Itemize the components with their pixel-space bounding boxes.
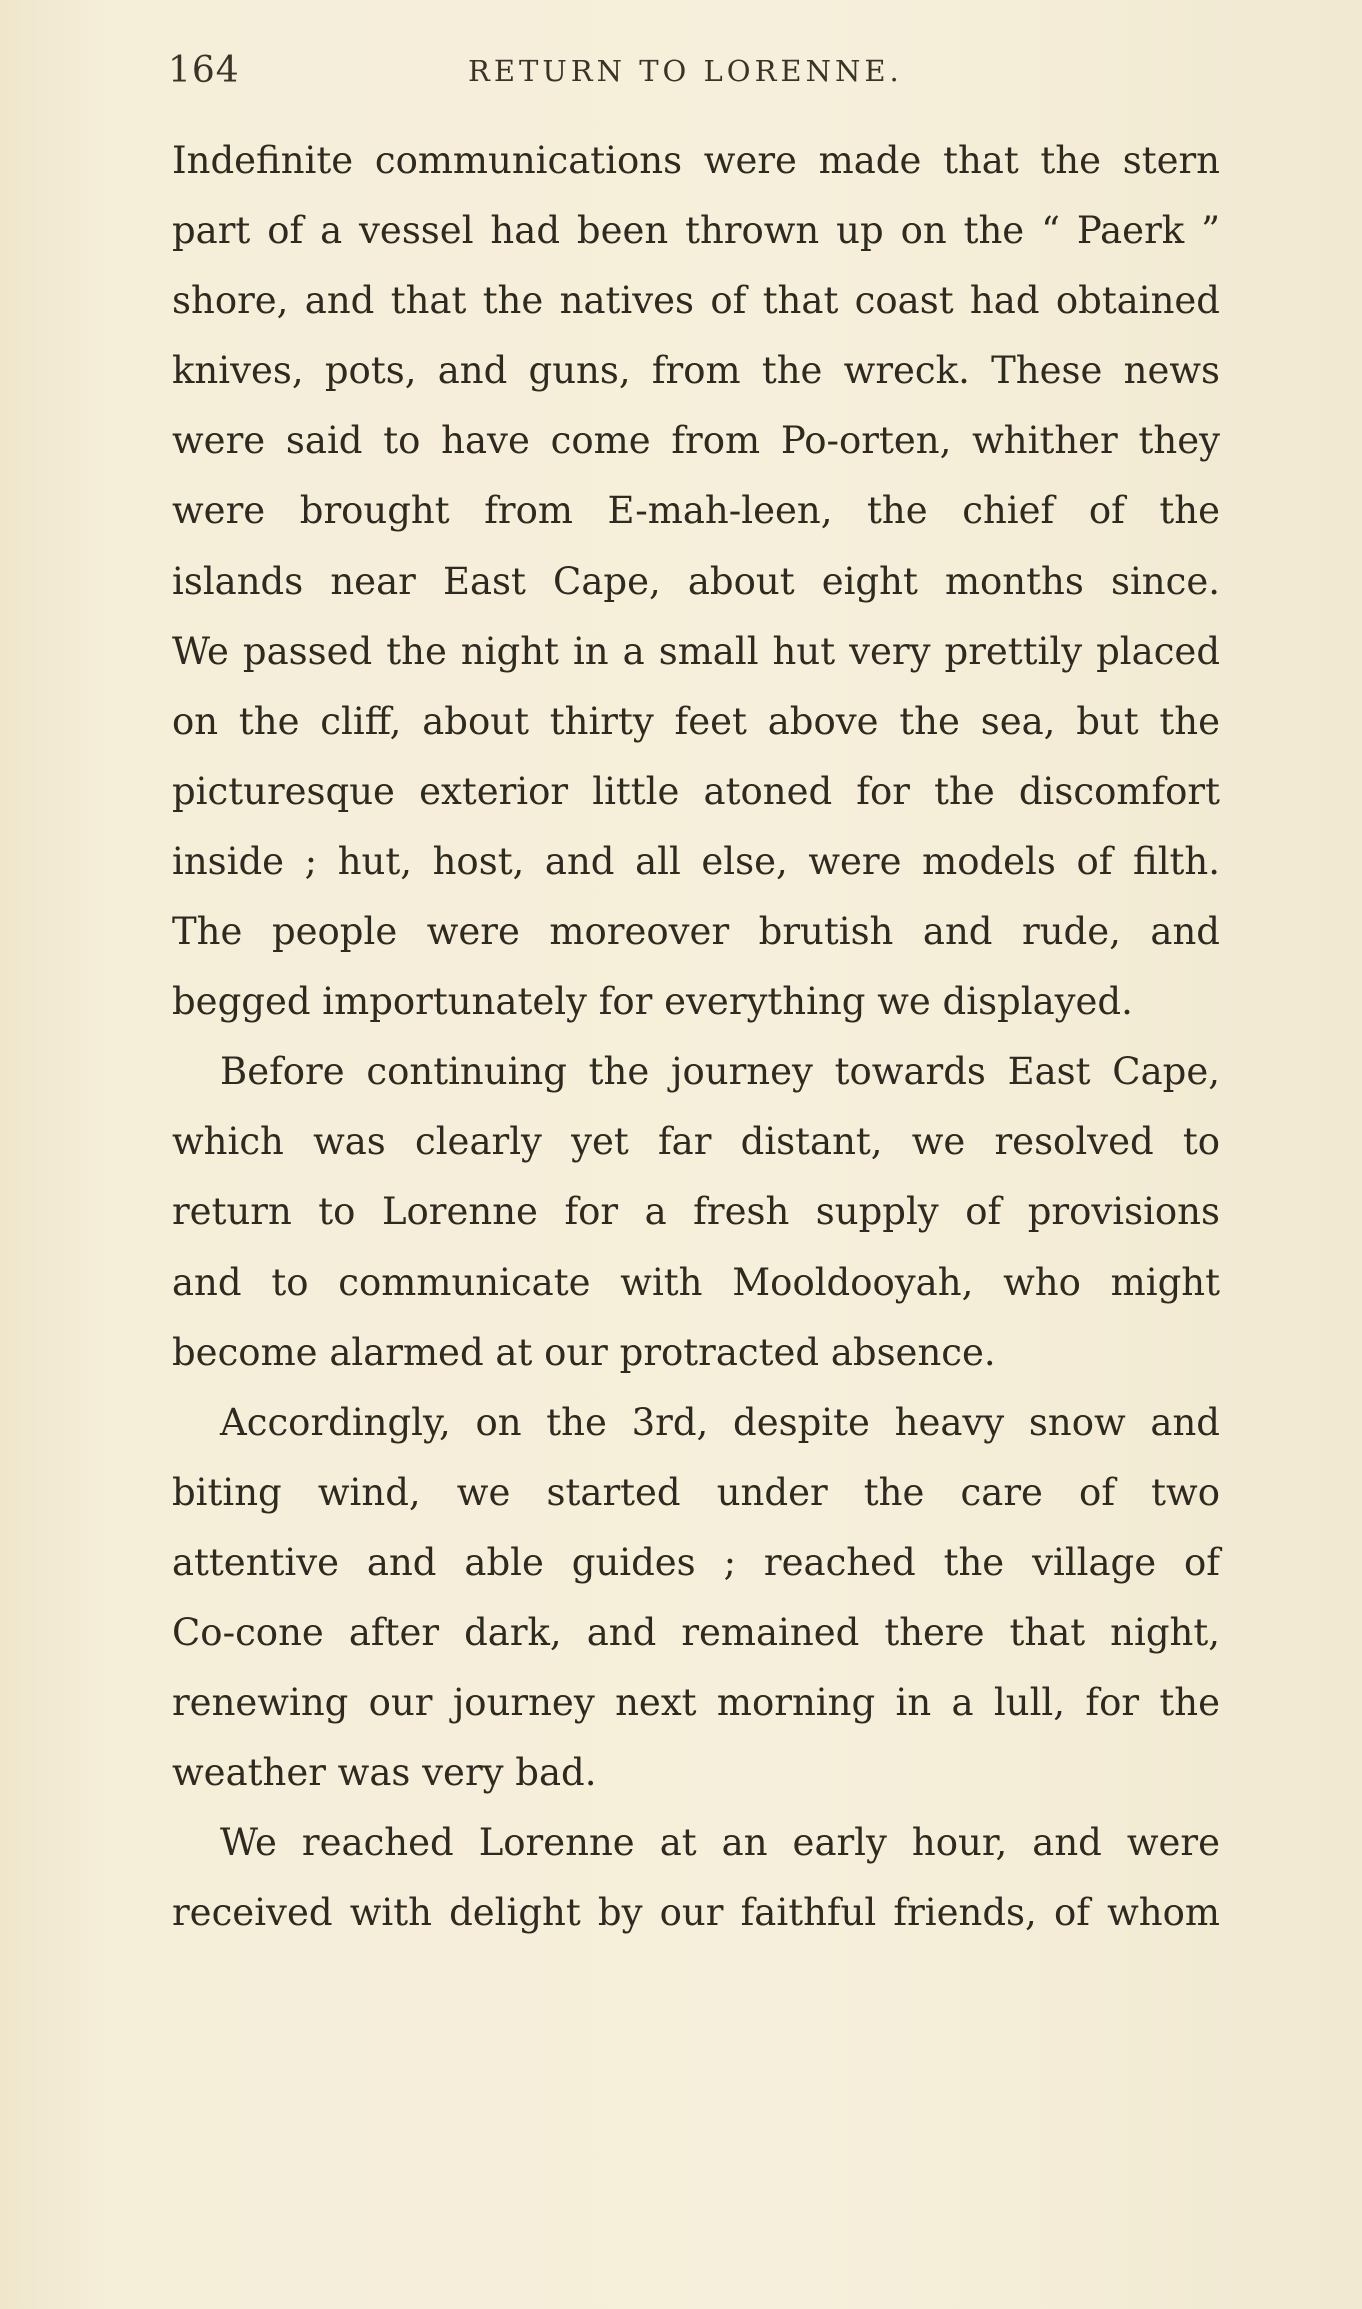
text-line: islands near East Cape, about eight months since.	[172, 559, 1220, 603]
text-line: on the cliff, about thirty feet above the sea, but the	[172, 699, 1220, 743]
text-line: biting wind, we started under the care of two	[172, 1470, 1220, 1514]
text-line: Indefinite communications were made that the stern	[172, 139, 1220, 182]
text-line: Accordingly, on the 3rd, despite heavy snow and	[220, 1400, 1220, 1444]
text-line: were brought from E-mah-leen, the chief of the	[172, 489, 1220, 533]
text-line: knives, pots, and guns, from the wreck. These news	[172, 349, 1220, 393]
text-line: picturesque exterior little atoned for the discomfort	[172, 769, 1220, 813]
running-title: RETURN TO LORENNE.	[468, 54, 903, 88]
paragraph	[172, 1037, 1220, 1387]
text-line: part of a vessel had been thrown up on the “ Paerk ”	[172, 209, 1220, 253]
text-line: attentive and able guides ; reached the village of	[172, 1540, 1220, 1584]
text-line: renewing our journey next morning in a lull, for the	[172, 1681, 1220, 1725]
page-number: 164	[168, 50, 240, 91]
body-text	[172, 126, 1220, 1948]
paragraph	[172, 1808, 1220, 1948]
paragraph	[172, 1388, 1220, 1809]
text-line: Co-cone after dark, and remained there that night,	[172, 1610, 1220, 1654]
text-line: weather was very bad.	[172, 1751, 597, 1795]
text-line: received with delight by our faithful friends, of whom	[172, 1891, 1220, 1935]
page-header	[168, 50, 1218, 110]
text-line: shore, and that the natives of that coast had obtained	[172, 279, 1220, 323]
text-line: We reached Lorenne at an early hour, and were	[220, 1821, 1220, 1865]
text-line: return to Lorenne for a fresh supply of provisions	[172, 1190, 1220, 1234]
paragraph	[172, 126, 1220, 1037]
text-line: inside ; hut, host, and all else, were models of filth.	[172, 839, 1220, 883]
text-line: We passed the night in a small hut very prettily placed	[172, 629, 1220, 673]
text-line: The people were moreover brutish and rude, and	[172, 910, 1220, 954]
text-line: Before continuing the journey towards East Cape,	[220, 1050, 1220, 1094]
text-line: which was clearly yet far distant, we resolved to	[172, 1120, 1220, 1164]
text-line: begged importunately for everything we displayed.	[172, 980, 1133, 1024]
text-line: were said to have come from Po-orten, whither they	[172, 419, 1220, 463]
text-line: become alarmed at our protracted absence.	[172, 1330, 996, 1374]
text-line: and to communicate with Mooldooyah, who might	[172, 1260, 1220, 1304]
